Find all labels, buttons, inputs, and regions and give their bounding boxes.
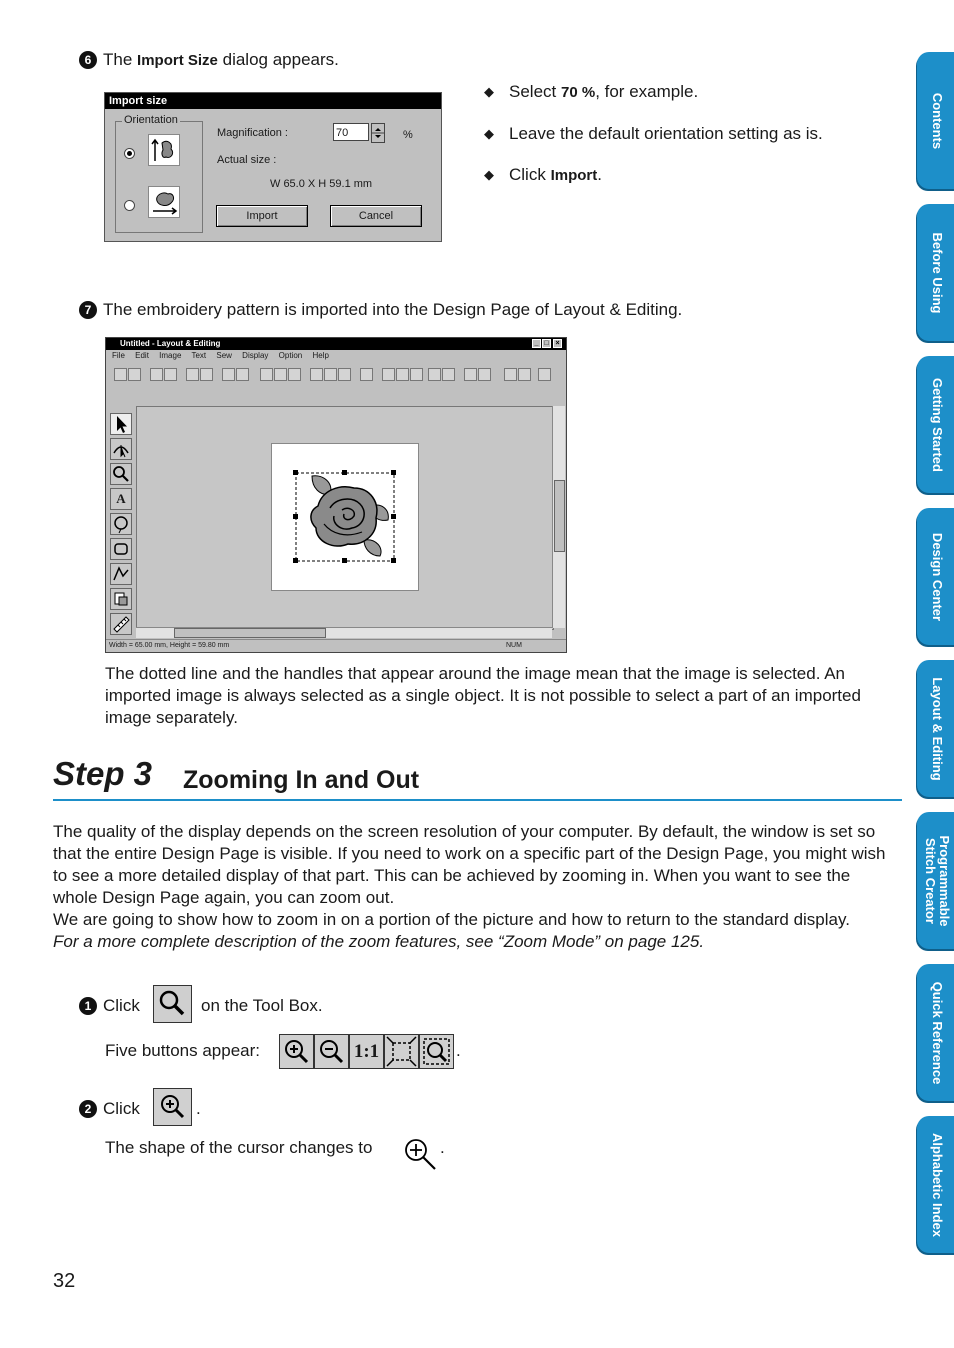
close-button[interactable]: × <box>553 339 562 348</box>
design-page <box>271 443 419 591</box>
mirror-icon[interactable] <box>310 368 323 381</box>
zoom-step2 <box>79 1098 140 1120</box>
step-number: 1 <box>79 997 97 1015</box>
grid-icon[interactable] <box>464 368 477 381</box>
bullet3-pre: Click <box>509 165 546 184</box>
tool-box <box>110 413 132 638</box>
maximize-button[interactable]: □ <box>542 339 551 348</box>
zoom-in-button[interactable] <box>153 1088 192 1126</box>
step-number: 2 <box>79 1100 97 1118</box>
bird-rotated-icon <box>148 186 180 218</box>
orientation-radio-normal[interactable] <box>124 148 135 159</box>
magnification-spinner[interactable] <box>371 123 385 143</box>
bullet1-post: , for example. <box>595 82 699 101</box>
menu-image[interactable]: Image <box>159 351 182 360</box>
quality-text-1: The quality of the display depends on the screen resolution of your computer. By default, the window is set so that the entire Design Page is visible. If you need to work on a specific part of the Design Page, you might wish to see a more detailed display of that part. This can be achieved by zooming in. When you want to see the whole Design Page again, you can zoom out. <box>53 822 886 907</box>
horizontal-scrollbar[interactable] <box>136 627 552 638</box>
magnification-label: Magnification : <box>217 127 288 139</box>
tab-label: Alphabetic Index <box>930 1132 945 1237</box>
status-bar <box>106 639 567 652</box>
tab-layout-editing[interactable] <box>917 660 954 797</box>
quality-paragraph <box>53 821 898 953</box>
monitor-icon[interactable] <box>504 368 517 381</box>
paste-icon[interactable] <box>288 368 301 381</box>
cut-icon[interactable] <box>260 368 273 381</box>
shape-tool-icon[interactable] <box>110 513 132 535</box>
save-as-icon[interactable] <box>186 368 199 381</box>
bullet3-bold: Import <box>550 167 598 184</box>
heading-rule <box>53 799 902 801</box>
step6-line <box>79 49 339 72</box>
undo-icon[interactable] <box>222 368 235 381</box>
diamond-icon: ◆ <box>484 167 494 182</box>
step6-post: dialog appears. <box>222 50 339 69</box>
zoom-cursor-icon <box>402 1136 438 1170</box>
tab-programmable-stitch-creator[interactable] <box>917 812 954 949</box>
diamond-icon: ◆ <box>484 126 494 141</box>
menu-sew[interactable]: Sew <box>216 351 232 360</box>
card-icon[interactable] <box>518 368 531 381</box>
menu-bar <box>106 350 566 362</box>
import-button[interactable]: Import <box>216 205 308 227</box>
print-icon[interactable] <box>200 368 213 381</box>
tab-label: Before Using <box>930 232 945 313</box>
tab-before-using[interactable] <box>917 204 954 341</box>
import-icon[interactable] <box>150 368 163 381</box>
menu-help[interactable]: Help <box>312 351 329 360</box>
tab-getting-started[interactable] <box>917 356 954 493</box>
bird-upright-icon <box>148 134 180 166</box>
actual-size-button[interactable]: 1:1 <box>349 1034 384 1069</box>
rotate-icon[interactable] <box>338 368 351 381</box>
zoom-reference-note: For a more complete description of the zoom features, see “Zoom Mode” on page 125. <box>53 932 705 951</box>
step7-line <box>79 299 682 321</box>
menu-file[interactable]: File <box>112 351 125 360</box>
percent-label: % <box>403 129 413 141</box>
bullet2-text: Leave the default orientation setting as is. <box>509 124 823 143</box>
five-buttons-text: Five buttons appear: <box>105 1041 260 1060</box>
five-buttons-period: . <box>456 1041 461 1060</box>
app-title: Untitled - Layout & Editing <box>120 339 221 348</box>
step-label: Step 3 <box>53 755 153 792</box>
toolbar <box>110 366 560 384</box>
text-tool-icon[interactable]: A <box>110 488 132 510</box>
menu-text[interactable]: Text <box>191 351 207 360</box>
tab-alphabetic-index[interactable] <box>917 1116 954 1253</box>
tab-label: Design Center <box>930 532 945 621</box>
design-canvas[interactable] <box>136 406 554 630</box>
zoom-step2-pre: Click <box>103 1099 140 1118</box>
status-num: NUM <box>506 642 522 649</box>
tab-label: Programmable Stitch Creator <box>923 834 952 927</box>
preview-icon[interactable] <box>360 368 373 381</box>
zoom-step2-post: . <box>196 1099 201 1118</box>
actual-size-label: Actual size : <box>217 154 277 166</box>
zoom-step1-post: on the Tool Box. <box>201 996 323 1015</box>
select-arrow-icon[interactable] <box>110 413 132 435</box>
orientation-group <box>115 114 203 233</box>
copy-icon[interactable] <box>274 368 287 381</box>
bullet3-post: . <box>597 165 602 184</box>
step-number: 6 <box>79 51 97 69</box>
bullet-item <box>484 164 844 187</box>
tab-label: Quick Reference <box>930 981 945 1084</box>
tab-design-center[interactable] <box>917 508 954 645</box>
flip-icon[interactable] <box>324 368 337 381</box>
fill-icon[interactable] <box>410 368 423 381</box>
import-size-dialog <box>104 92 442 242</box>
zoom-icon[interactable] <box>110 463 132 485</box>
bullet-item <box>484 81 844 104</box>
layout-editing-window <box>105 337 567 653</box>
page-number: 32 <box>53 1270 76 1292</box>
align-icon[interactable] <box>396 368 409 381</box>
cursor-period: . <box>440 1138 445 1157</box>
save-icon[interactable] <box>164 368 177 381</box>
redo-icon[interactable] <box>236 368 249 381</box>
status-size: Width = 65.00 mm, Height = 59.80 mm <box>109 642 230 649</box>
tab-contents[interactable] <box>917 52 954 189</box>
zoom-in-icon[interactable] <box>279 1034 314 1069</box>
stitch-icon[interactable] <box>382 368 395 381</box>
vertical-scrollbar[interactable] <box>552 406 565 628</box>
zoom-all-icon[interactable] <box>419 1034 454 1069</box>
zoom-out-icon[interactable] <box>314 1034 349 1069</box>
pattern-icon[interactable] <box>428 368 441 381</box>
write-card-icon[interactable] <box>538 368 551 381</box>
magnification-input[interactable]: 70 <box>333 123 369 141</box>
zoom-step1-pre: Click <box>103 996 140 1015</box>
zoom-tool-button[interactable] <box>153 985 192 1023</box>
tab-quick-reference[interactable] <box>917 964 954 1101</box>
sequence-icon[interactable] <box>478 368 491 381</box>
tab-label: Contents <box>930 92 945 149</box>
rose-embroidery-icon[interactable] <box>272 444 418 590</box>
new-file-icon[interactable] <box>114 368 127 381</box>
minimize-button[interactable]: _ <box>532 339 541 348</box>
tab-label: Getting Started <box>930 377 945 472</box>
section-title: Zooming In and Out <box>183 766 420 794</box>
bullet1-pre: Select <box>509 82 557 101</box>
menu-display[interactable]: Display <box>242 351 269 360</box>
bullet-item <box>484 123 844 145</box>
measure-icon[interactable] <box>110 613 132 635</box>
bullet-list <box>484 81 844 187</box>
region-icon[interactable] <box>442 368 455 381</box>
diamond-icon: ◆ <box>484 84 494 99</box>
menu-edit[interactable]: Edit <box>135 351 149 360</box>
rectangle-tool-icon[interactable] <box>110 538 132 560</box>
selection-paragraph: The dotted line and the handles that appear around the image mean that the image is selected. An imported image is always selected as a single object. It is not possible to select a part of an imported image separately. <box>105 664 861 727</box>
cancel-button[interactable]: Cancel <box>330 205 422 227</box>
actual-size-value: W 65.0 X H 59.1 mm <box>270 178 373 190</box>
line-tool-icon[interactable] <box>110 563 132 585</box>
sew-attributes-icon[interactable] <box>110 588 132 610</box>
step6-pre: The <box>103 50 133 69</box>
step7-text: The embroidery pattern is imported into the Design Page of Layout & Editing. <box>103 300 683 319</box>
orientation-label: Orientation <box>124 114 178 126</box>
bullet1-bold: 70 % <box>560 84 596 101</box>
menu-option[interactable]: Option <box>278 351 303 360</box>
app-title-bar <box>106 338 566 350</box>
cursor-text: The shape of the cursor changes to <box>105 1138 373 1157</box>
tab-label: Layout & Editing <box>930 676 945 781</box>
point-edit-icon[interactable] <box>110 438 132 460</box>
dialog-title: Import size <box>105 93 441 109</box>
quality-text-2: We are going to show how to zoom in on a portion of the picture and how to return to the standard display. <box>53 910 850 929</box>
step6-bold: Import Size <box>137 52 218 69</box>
fit-selection-icon[interactable] <box>384 1034 419 1069</box>
zoom-step1 <box>79 995 140 1017</box>
orientation-radio-rotated[interactable] <box>124 200 135 211</box>
step-number: 7 <box>79 301 97 319</box>
open-file-icon[interactable] <box>128 368 141 381</box>
